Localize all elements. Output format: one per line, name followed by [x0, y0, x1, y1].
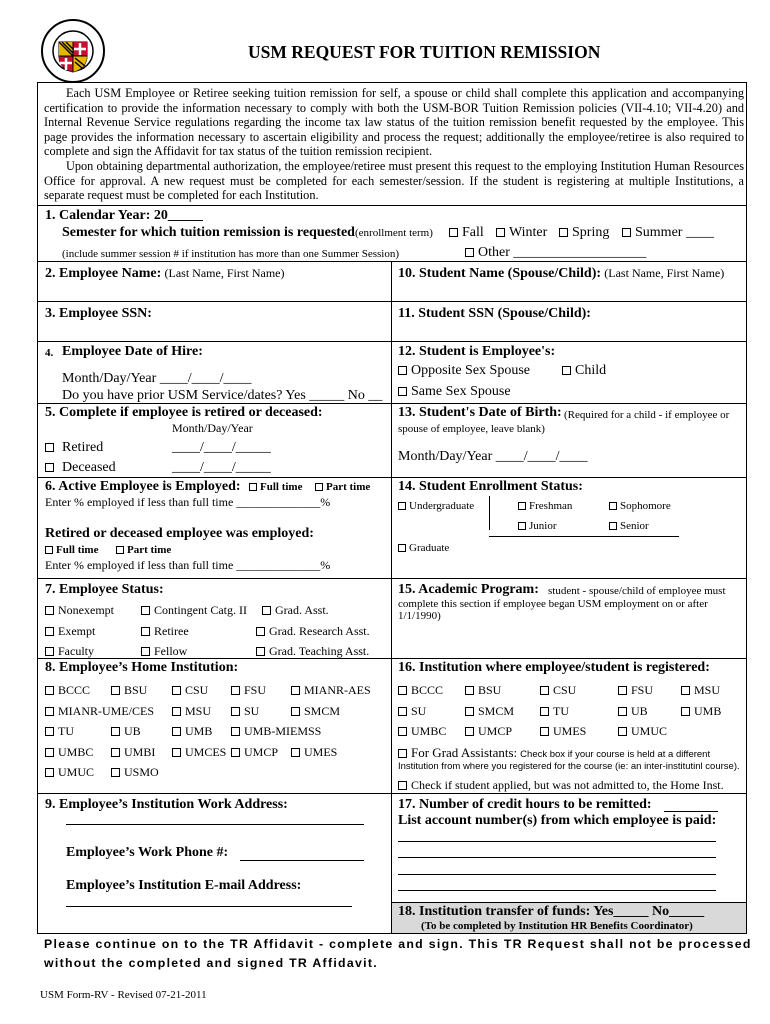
home-institution-label: SMCM: [304, 703, 341, 718]
enrollment-underline: [489, 536, 679, 537]
grad-teaching-checkbox[interactable]: [256, 647, 265, 656]
registered-umuc-checkbox[interactable]: [618, 727, 627, 736]
retiree-checkbox[interactable]: [141, 627, 150, 636]
registered-institution-label: CSU: [553, 683, 577, 697]
intro-paragraph-1: Each USM Employee or Retiree seeking tuition remission for self, a spouse or child shall complete this application and accompanying certification to provide the information necessary to comply with both the USM-BOR Tuition Remission policies (VII-4.10; VII-4.20) and Internal Revenue Service regulations regarding the income tax law status of the tuition remission benefit requested by the employee. This page provides the information necessary to ascertain eligibility and process the request; additionally the employee/retiree is also required to complete and sign the Affidavit for tax status of the tuition remission recipient.: [44, 86, 744, 159]
registered-institution-label: UB: [631, 703, 648, 718]
home-umces-checkbox[interactable]: [172, 748, 181, 757]
senior-checkbox[interactable]: [609, 522, 617, 530]
grad-assistant-label: For Grad Assistants:: [411, 745, 518, 760]
registered-umes-option[interactable]: [540, 725, 586, 737]
credit-hours-line[interactable]: [664, 811, 718, 812]
home-su-checkbox[interactable]: [231, 707, 240, 716]
home-mianr-aes-option[interactable]: [291, 684, 371, 696]
summer-checkbox[interactable]: [622, 228, 631, 237]
home-institution-label: CSU: [185, 683, 209, 697]
home-ub-checkbox[interactable]: [111, 727, 120, 736]
active-part-time-label: Part time: [326, 481, 371, 493]
home-institution-label: BSU: [124, 683, 148, 697]
registered-institution-label: UMBC: [411, 724, 447, 738]
other-option[interactable]: [465, 246, 646, 260]
home-umes-option[interactable]: [291, 746, 337, 758]
enrollment-term-hint: (enrollment term): [355, 227, 433, 239]
home-umuc-option[interactable]: [45, 766, 94, 778]
employee-ssn-label[interactable]: 3. Employee SSN:: [45, 306, 152, 321]
graduate-option[interactable]: [398, 543, 449, 554]
home-bccc-checkbox[interactable]: [45, 686, 54, 695]
account-line-3[interactable]: [398, 874, 716, 875]
registered-bsu-option[interactable]: [465, 684, 501, 696]
home-institution-label: UB: [124, 724, 141, 738]
account-line-2[interactable]: [398, 857, 716, 858]
grad-teaching-label: Grad. Teaching Asst.: [269, 644, 370, 658]
rule: [37, 261, 747, 262]
applied-not-admitted-option[interactable]: [398, 779, 724, 791]
grad-asst-checkbox[interactable]: [262, 606, 271, 615]
registered-msu-checkbox[interactable]: [681, 686, 690, 695]
registered-msu-option[interactable]: [681, 684, 720, 696]
faculty-checkbox[interactable]: [45, 647, 54, 656]
opposite-sex-option[interactable]: [398, 364, 530, 378]
rule: [37, 341, 747, 342]
enrollment-divider: [489, 496, 490, 530]
academic-program-label: 15. Academic Program:: [398, 582, 539, 597]
registered-su-checkbox[interactable]: [398, 707, 407, 716]
email-line[interactable]: [66, 906, 352, 907]
retired-full-time-checkbox[interactable]: [45, 546, 53, 554]
registered-fsu-checkbox[interactable]: [618, 686, 627, 695]
home-institution-label: 8. Employee’s Home Institution:: [45, 660, 239, 675]
intro-paragraph-2: Upon obtaining departmental authorization, the employee/retiree must present this request to the employing Institution Human Resources Office for approval. A new request must be completed for each semester/session. If the student is registering at multiple Institutions, a separate request must be completed for each Institution.: [44, 158, 744, 203]
hire-date-label: Employee Date of Hire:: [62, 344, 203, 359]
registered-tu-option[interactable]: [540, 705, 569, 717]
email-label: Employee’s Institution E-mail Address:: [66, 878, 302, 893]
rule: [392, 902, 746, 903]
registered-institution-label: MSU: [694, 683, 721, 697]
registered-bccc-option[interactable]: [398, 684, 443, 696]
home-institution-label: UMB-MIEMSS: [244, 724, 322, 738]
retired-part-time-checkbox[interactable]: [116, 546, 124, 554]
retired-full-time-option[interactable]: [45, 545, 98, 556]
freshman-option[interactable]: [518, 501, 572, 512]
registered-institution-label: TU: [553, 703, 569, 718]
home-umbi-option[interactable]: [111, 746, 155, 758]
summer-session-note: (include summer session # if institution has more than one Summer Session): [62, 248, 399, 260]
spring-checkbox[interactable]: [559, 228, 568, 237]
home-mianr-ume-ces-checkbox[interactable]: [45, 707, 54, 716]
home-institution-label: SU: [244, 703, 260, 718]
home-umb-miemss-checkbox[interactable]: [231, 727, 240, 736]
rule: [37, 578, 747, 579]
account-line-4[interactable]: [398, 890, 716, 891]
same-sex-label: Same Sex Spouse: [411, 384, 511, 399]
home-bsu-option[interactable]: [111, 684, 147, 696]
registered-fsu-option[interactable]: [618, 684, 653, 696]
employee-name-hint: (Last Name, First Name): [164, 266, 285, 280]
semester-label: Semester for which tuition remission is requested: [62, 225, 355, 240]
home-bsu-checkbox[interactable]: [111, 686, 120, 695]
rule: [37, 301, 747, 302]
registered-ub-checkbox[interactable]: [618, 707, 627, 716]
registered-umbc-option[interactable]: [398, 725, 446, 737]
column-divider: [391, 261, 392, 933]
home-fsu-checkbox[interactable]: [231, 686, 240, 695]
registered-institution-label: 16. Institution where employee/student is registered:: [398, 660, 710, 675]
registered-ub-option[interactable]: [618, 705, 648, 717]
frame-left: [37, 82, 38, 934]
home-institution-label: BCCC: [58, 683, 91, 697]
child-label: Child: [575, 363, 607, 378]
retired-checkbox[interactable]: [45, 443, 54, 452]
home-institution-label: MIANR-AES: [304, 683, 371, 697]
active-full-time-label: Full time: [260, 481, 303, 493]
registered-umb-option[interactable]: [681, 705, 721, 717]
home-bccc-option[interactable]: [45, 684, 90, 696]
home-umb-option[interactable]: [172, 725, 212, 737]
home-institution-label: UMBI: [124, 744, 156, 759]
rule: [37, 477, 747, 478]
registered-umcp-checkbox[interactable]: [465, 727, 474, 736]
rule: [37, 403, 747, 404]
enrollment-status-label: 14. Student Enrollment Status:: [398, 479, 583, 494]
contingent-checkbox[interactable]: [141, 606, 150, 615]
retiree-option[interactable]: [141, 625, 189, 637]
home-umbc-checkbox[interactable]: [45, 748, 54, 757]
transfer-funds-label[interactable]: 18. Institution transfer of funds: Yes_____ No_____: [398, 904, 705, 919]
credit-hours-label: 17. Number of credit hours to be remitted:: [398, 797, 652, 812]
undergraduate-option[interactable]: [398, 501, 474, 512]
winter-checkbox[interactable]: [496, 228, 505, 237]
registered-su-option[interactable]: [398, 705, 426, 717]
student-name-label: 10. Student Name (Spouse/Child):: [398, 266, 602, 281]
registered-csu-checkbox[interactable]: [540, 686, 549, 695]
home-institution-label: USMO: [124, 765, 159, 779]
nonexempt-option[interactable]: [45, 604, 114, 616]
home-smcm-option[interactable]: [291, 705, 340, 717]
frame-top: [37, 82, 747, 83]
junior-label: Junior: [529, 520, 557, 532]
winter-option[interactable]: [496, 226, 547, 240]
exempt-label: Exempt: [58, 624, 96, 638]
employee-name-field[interactable]: [45, 266, 284, 281]
registered-umcp-option[interactable]: [465, 725, 512, 737]
rule: [37, 793, 747, 794]
home-mianr-ume-ces-option[interactable]: [45, 705, 154, 717]
deceased-date-field[interactable]: ____/____/_____: [172, 460, 271, 475]
sophomore-option[interactable]: [609, 501, 671, 512]
student-is-label: 12. Student is Employee's:: [398, 344, 556, 359]
spring-option[interactable]: [559, 226, 609, 240]
child-option[interactable]: [562, 364, 606, 378]
active-full-time-option[interactable]: [249, 482, 302, 493]
grad-research-option[interactable]: [256, 625, 370, 637]
home-mianr-aes-checkbox[interactable]: [291, 686, 300, 695]
same-sex-option[interactable]: [398, 385, 511, 399]
registered-umb-checkbox[interactable]: [681, 707, 690, 716]
spring-label: Spring: [572, 225, 610, 240]
child-checkbox[interactable]: [562, 366, 571, 375]
sophomore-label: Sophomore: [620, 500, 671, 512]
registered-institution-label: BSU: [478, 683, 502, 697]
home-umcp-checkbox[interactable]: [231, 748, 240, 757]
faculty-option[interactable]: [45, 645, 94, 657]
opposite-sex-label: Opposite Sex Spouse: [411, 363, 530, 378]
summer-option[interactable]: [622, 226, 714, 240]
registered-smcm-option[interactable]: [465, 705, 514, 717]
home-umes-checkbox[interactable]: [291, 748, 300, 757]
active-percent-field[interactable]: Enter % employed if less than full time ______________%: [45, 495, 331, 509]
grad-assistant-note: Check box if your course is held at a different: [520, 749, 711, 760]
exempt-checkbox[interactable]: [45, 627, 54, 636]
home-su-option[interactable]: [231, 705, 259, 717]
junior-checkbox[interactable]: [518, 522, 526, 530]
home-smcm-checkbox[interactable]: [291, 707, 300, 716]
fall-option[interactable]: [449, 226, 484, 240]
employee-status-label: 7. Employee Status:: [45, 582, 164, 597]
deceased-checkbox[interactable]: [45, 463, 54, 472]
undergraduate-checkbox[interactable]: [398, 502, 406, 510]
home-institution-label: FSU: [244, 683, 267, 697]
home-umb-checkbox[interactable]: [172, 727, 181, 736]
student-ssn-label[interactable]: 11. Student SSN (Spouse/Child):: [398, 306, 591, 321]
retired-mdy-label: Month/Day/Year: [172, 421, 253, 435]
other-checkbox[interactable]: [465, 248, 474, 257]
home-institution-label: TU: [58, 724, 74, 738]
registered-institution-label: UMES: [553, 724, 587, 738]
work-address-line[interactable]: [66, 824, 364, 825]
usm-seal-logo: [40, 18, 106, 84]
hire-date-field[interactable]: Month/Day/Year ____/____/____: [62, 371, 252, 386]
registered-umbc-checkbox[interactable]: [398, 727, 407, 736]
exempt-option[interactable]: [45, 625, 95, 637]
page-title: USM REQUEST FOR TUITION REMISSION: [248, 42, 601, 62]
home-institution-label: UMCP: [244, 744, 279, 759]
grad-assistant-checkbox[interactable]: [398, 749, 407, 758]
freshman-checkbox[interactable]: [518, 502, 526, 510]
affidavit-notice-1: Please continue on to the TR Affidavit - complete and sign. This TR Request shall not be processed: [44, 937, 752, 951]
work-address-label: 9. Employee’s Institution Work Address:: [45, 797, 288, 812]
contingent-label: Contingent Catg. II: [154, 603, 247, 617]
fall-label: Fall: [462, 225, 484, 240]
freshman-label: Freshman: [529, 500, 573, 512]
grad-asst-option[interactable]: [262, 604, 329, 616]
junior-option[interactable]: [518, 521, 557, 532]
home-institution-label: UMUC: [58, 765, 95, 779]
hire-number: 4.: [45, 347, 54, 359]
intro-text: [44, 86, 744, 203]
other-label: Other ___________________: [478, 245, 647, 260]
winter-label: Winter: [509, 225, 548, 240]
active-full-time-checkbox[interactable]: [249, 483, 257, 491]
home-msu-checkbox[interactable]: [172, 707, 181, 716]
retired-part-time-option[interactable]: [116, 545, 171, 556]
senior-label: Senior: [620, 520, 649, 532]
employee-name-label: 2. Employee Name:: [45, 266, 162, 281]
graduate-checkbox[interactable]: [398, 544, 406, 552]
contingent-option[interactable]: [141, 604, 247, 616]
rule: [37, 658, 747, 659]
retiree-label: Retiree: [154, 624, 189, 638]
home-institution-label: UMES: [304, 744, 338, 759]
fellow-option[interactable]: [141, 645, 187, 657]
home-tu-option[interactable]: [45, 725, 74, 737]
dob-label: 13. Student's Date of Birth:: [398, 405, 562, 420]
home-umb-miemss-option[interactable]: [231, 725, 321, 737]
registered-institution-label: UMUC: [631, 724, 668, 738]
deceased-label: Deceased: [62, 460, 116, 475]
retired-option[interactable]: [45, 441, 103, 455]
student-name-hint: (Last Name, First Name): [604, 266, 725, 280]
summer-label: Summer ____: [635, 225, 714, 240]
retired-label: Retired: [62, 440, 104, 455]
registered-institution-label: FSU: [631, 683, 654, 697]
same-sex-checkbox[interactable]: [398, 387, 407, 396]
account-line-1[interactable]: [398, 841, 716, 842]
home-umuc-checkbox[interactable]: [45, 768, 54, 777]
academic-program-hint: student - spouse/child of employee must complete this section if employee began USM employment on or after 1/1/1990): [398, 585, 726, 622]
opposite-sex-checkbox[interactable]: [398, 366, 407, 375]
nonexempt-checkbox[interactable]: [45, 606, 54, 615]
home-institution-label: MIANR-UME/CES: [58, 703, 155, 718]
grad-teaching-option[interactable]: [256, 645, 369, 657]
retired-full-time-label: Full time: [56, 544, 99, 556]
active-part-time-checkbox[interactable]: [315, 483, 323, 491]
senior-option[interactable]: [609, 521, 649, 532]
registered-bsu-checkbox[interactable]: [465, 686, 474, 695]
transfer-funds-note: (To be completed by Institution HR Benefits Coordinator): [421, 920, 693, 932]
home-institution-label: MSU: [185, 703, 212, 718]
home-institution-label: UMCES: [185, 744, 227, 759]
dob-hint: (Required for a child - if employee or spouse of employee, leave blank): [398, 409, 730, 435]
home-institution-label: UMB: [185, 724, 213, 738]
home-usmo-option[interactable]: [111, 766, 159, 778]
active-part-time-option[interactable]: [315, 482, 370, 493]
home-ub-option[interactable]: [111, 725, 141, 737]
registered-umes-checkbox[interactable]: [540, 727, 549, 736]
registered-smcm-checkbox[interactable]: [465, 707, 474, 716]
home-msu-option[interactable]: [172, 705, 211, 717]
registered-institution-label: UMB: [694, 703, 722, 718]
home-umcp-option[interactable]: [231, 746, 278, 758]
grad-research-label: Grad. Research Asst.: [269, 624, 370, 638]
fellow-label: Fellow: [154, 644, 188, 658]
rule: [37, 205, 747, 206]
grad-asst-label: Grad. Asst.: [275, 603, 329, 617]
sophomore-checkbox[interactable]: [609, 502, 617, 510]
grad-assistant-option[interactable]: [398, 746, 710, 760]
applied-not-admitted-checkbox[interactable]: [398, 781, 407, 790]
home-csu-option[interactable]: [172, 684, 208, 696]
grad-assistant-note-2: Institution from where you registered for the course (ie: an inter-institutinl course).: [398, 761, 740, 772]
deceased-option[interactable]: [45, 461, 116, 475]
fellow-checkbox[interactable]: [141, 647, 150, 656]
home-umbi-checkbox[interactable]: [111, 748, 120, 757]
graduate-label: Graduate: [409, 542, 450, 554]
home-usmo-checkbox[interactable]: [111, 768, 120, 777]
work-phone-line[interactable]: [240, 860, 364, 861]
home-umbc-option[interactable]: [45, 746, 93, 758]
undergraduate-label: Undergraduate: [409, 500, 475, 512]
registered-bccc-checkbox[interactable]: [398, 686, 407, 695]
prior-service-field[interactable]: Do you have prior USM Service/dates? Yes _____ No __: [62, 388, 383, 403]
registered-institution-label: SU: [411, 703, 427, 718]
dob-field[interactable]: Month/Day/Year ____/____/____: [398, 449, 588, 464]
retired-employed-label: Retired or deceased employee was employed:: [45, 526, 314, 541]
nonexempt-label: Nonexempt: [58, 603, 114, 617]
faculty-label: Faculty: [58, 644, 94, 658]
student-name-field[interactable]: [398, 266, 724, 281]
frame-right: [746, 82, 747, 934]
registered-institution-label: BCCC: [411, 683, 444, 697]
registered-csu-option[interactable]: [540, 684, 576, 696]
home-csu-checkbox[interactable]: [172, 686, 181, 695]
retired-deceased-label: 5. Complete if employee is retired or deceased:: [45, 405, 323, 420]
account-numbers-label: List account number(s) from which employee is paid:: [398, 813, 717, 828]
registered-umuc-option[interactable]: [618, 725, 667, 737]
grad-research-checkbox[interactable]: [256, 627, 265, 636]
retired-percent-field[interactable]: Enter % employed if less than full time ______________%: [45, 558, 331, 572]
active-employed-label: 6. Active Employee is Employed:: [45, 479, 241, 494]
fall-checkbox[interactable]: [449, 228, 458, 237]
registered-tu-checkbox[interactable]: [540, 707, 549, 716]
home-fsu-option[interactable]: [231, 684, 266, 696]
frame-bottom: [37, 933, 747, 934]
registered-institution-label: SMCM: [478, 703, 515, 718]
form-revision: USM Form-RV - Revised 07-21-2011: [40, 989, 207, 1001]
home-umces-option[interactable]: [172, 746, 226, 758]
calendar-year-label: 1. Calendar Year: 20_____: [45, 208, 203, 223]
home-institution-label: UMBC: [58, 744, 94, 759]
retired-date-field[interactable]: ____/____/_____: [172, 440, 271, 455]
registered-institution-label: UMCP: [478, 724, 513, 738]
work-phone-label: Employee’s Work Phone #:: [66, 845, 229, 860]
retired-part-time-label: Part time: [127, 544, 172, 556]
affidavit-notice-2: without the completed and signed TR Affidavit.: [44, 956, 378, 970]
home-tu-checkbox[interactable]: [45, 727, 54, 736]
applied-not-admitted-label: Check if student applied, but was not admitted to, the Home Inst.: [411, 778, 724, 792]
